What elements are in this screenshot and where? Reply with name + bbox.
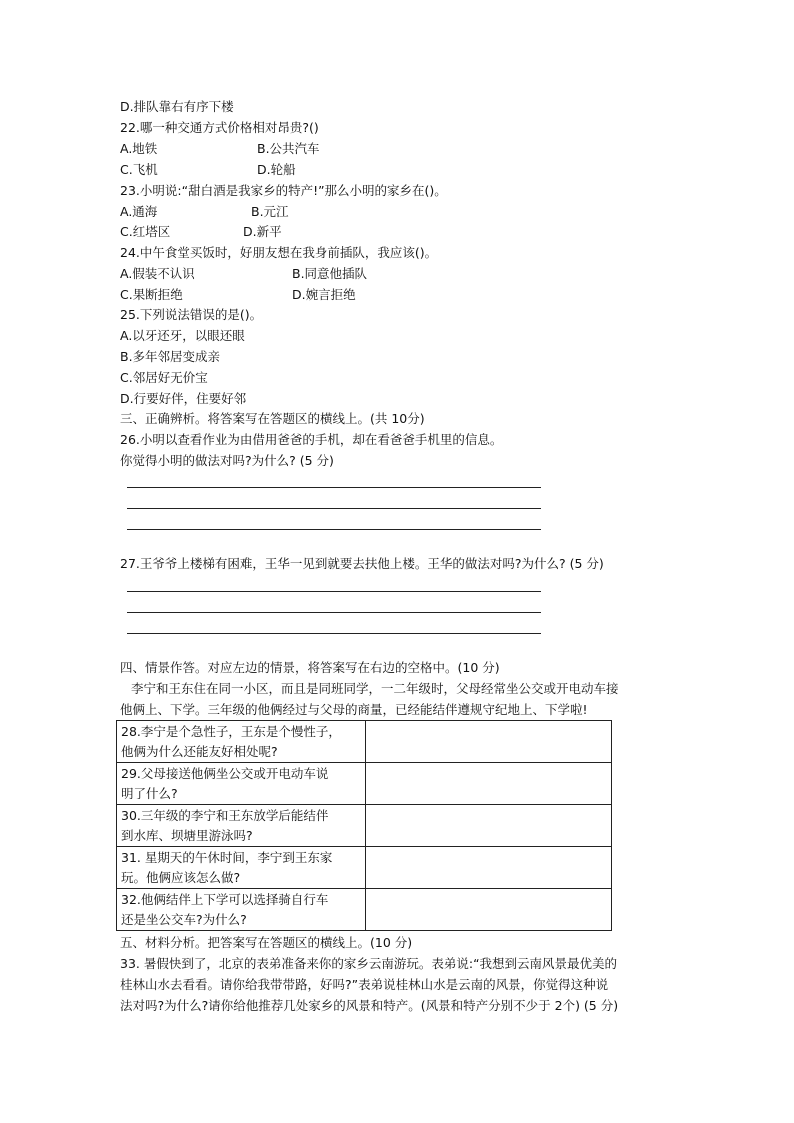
q25-option-c: C.邻居好无价宝 bbox=[120, 370, 208, 385]
q22-option-b: B.公共汽车 bbox=[257, 141, 320, 156]
q29-question-cell: 29.父母接送他俩坐公交或开电动车说 明了什么? bbox=[117, 763, 366, 805]
q22-option-a: A.地铁 bbox=[120, 141, 158, 156]
q26-answer-line[interactable] bbox=[127, 487, 541, 488]
q32-question-cell: 32.他俩结伴上下学可以选择骑自行车 还是坐公交车?为什么? bbox=[117, 889, 366, 931]
q23-option-b: B.元江 bbox=[251, 204, 289, 219]
q26-answer-line[interactable] bbox=[127, 529, 541, 530]
q25-option-a: A.以牙还牙，以眼还眼 bbox=[120, 328, 245, 343]
table-row bbox=[117, 805, 612, 847]
q32-answer-cell[interactable] bbox=[366, 889, 612, 931]
table-row bbox=[117, 763, 612, 805]
q26-line1: 26.小明以查看作业为由借用爸爸的手机，却在看爸爸手机里的信息。 bbox=[120, 432, 503, 447]
q33-line1: 33. 暑假快到了，北京的表弟准备来你的家乡云南游玩。表弟说:“我想到云南风景最优美的 bbox=[120, 956, 618, 971]
q33-line2: 桂林山水去看看。请你给我带带路，好吗?”表弟说桂林山水是云南的风景，你觉得这种说 bbox=[120, 977, 609, 992]
section4-intro-line1: 李宁和王东住在同一小区，而且是同班同学，一二年级时，父母经常坐公交或开电动车接 bbox=[131, 681, 619, 696]
q27-answer-line[interactable] bbox=[127, 633, 541, 634]
q22-option-c: C.飞机 bbox=[120, 162, 158, 177]
q27-answer-line[interactable] bbox=[127, 612, 541, 613]
q23-option-a: A.通海 bbox=[120, 204, 158, 219]
q31-question-cell: 31. 星期天的午休时间，李宁到王东家 玩。他俩应该怎么做? bbox=[117, 847, 366, 889]
q25-option-b: B.多年邻居变成亲 bbox=[120, 349, 221, 364]
q28-question-cell: 28.李宁是个急性子，王东是个慢性子， 他俩为什么还能友好相处呢? bbox=[117, 721, 366, 763]
scenario-answer-table bbox=[116, 720, 612, 931]
q25-stem: 25.下列说法错误的是()。 bbox=[120, 307, 263, 322]
q22-stem: 22.哪一种交通方式价格相对昂贵?() bbox=[120, 120, 319, 135]
q29-answer-cell[interactable] bbox=[366, 763, 612, 805]
q26-answer-line[interactable] bbox=[127, 508, 541, 509]
q25-option-d: D.行要好伴，住要好邻 bbox=[120, 391, 247, 406]
q23-option-c: C.红塔区 bbox=[120, 224, 171, 239]
q24-option-d: D.婉言拒绝 bbox=[292, 287, 356, 302]
q23-stem: 23.小明说:“甜白酒是我家乡的特产!”那么小明的家乡在()。 bbox=[120, 183, 447, 198]
q33-line3: 法对吗?为什么?请你给他推荐几处家乡的风景和特产。(风景和特产分别不少于 2个) (5 分) bbox=[120, 998, 619, 1013]
q31-answer-cell[interactable] bbox=[366, 847, 612, 889]
table-row bbox=[117, 889, 612, 931]
q24-option-a: A.假装不认识 bbox=[120, 266, 195, 281]
q26-line2: 你觉得小明的做法对吗?为什么? (5 分) bbox=[120, 453, 334, 468]
section4-title: 四、情景作答。对应左边的情景，将答案写在右边的空格中。(10 分) bbox=[120, 660, 500, 675]
q28-answer-cell[interactable] bbox=[366, 721, 612, 763]
section3-title: 三、正确辨析。将答案写在答题区的横线上。(共 10分) bbox=[120, 411, 425, 426]
section4-intro-line2: 他俩上、下学。三年级的他俩经过与父母的商量，已经能结伴遵规守纪地上、下学啦! bbox=[120, 702, 588, 717]
q23-option-d: D.新平 bbox=[243, 224, 282, 239]
q27-answer-line[interactable] bbox=[127, 591, 541, 592]
table-row bbox=[117, 721, 612, 763]
q21-option-d: D.排队靠右有序下楼 bbox=[120, 99, 234, 114]
table-row bbox=[117, 847, 612, 889]
q24-stem: 24.中午食堂买饭时，好朋友想在我身前插队，我应该()。 bbox=[120, 245, 438, 260]
section5-title: 五、材料分析。把答案写在答题区的横线上。(10 分) bbox=[120, 935, 413, 950]
q27-stem: 27.王爷爷上楼梯有困难，王华一见到就要去扶他上楼。王华的做法对吗?为什么? (5 分) bbox=[120, 556, 604, 571]
q30-answer-cell[interactable] bbox=[366, 805, 612, 847]
q24-option-c: C.果断拒绝 bbox=[120, 287, 183, 302]
q24-option-b: B.同意他插队 bbox=[292, 266, 368, 281]
q30-question-cell: 30.三年级的李宁和王东放学后能结伴 到水库、坝塘里游泳吗? bbox=[117, 805, 366, 847]
q22-option-d: D.轮船 bbox=[257, 162, 296, 177]
